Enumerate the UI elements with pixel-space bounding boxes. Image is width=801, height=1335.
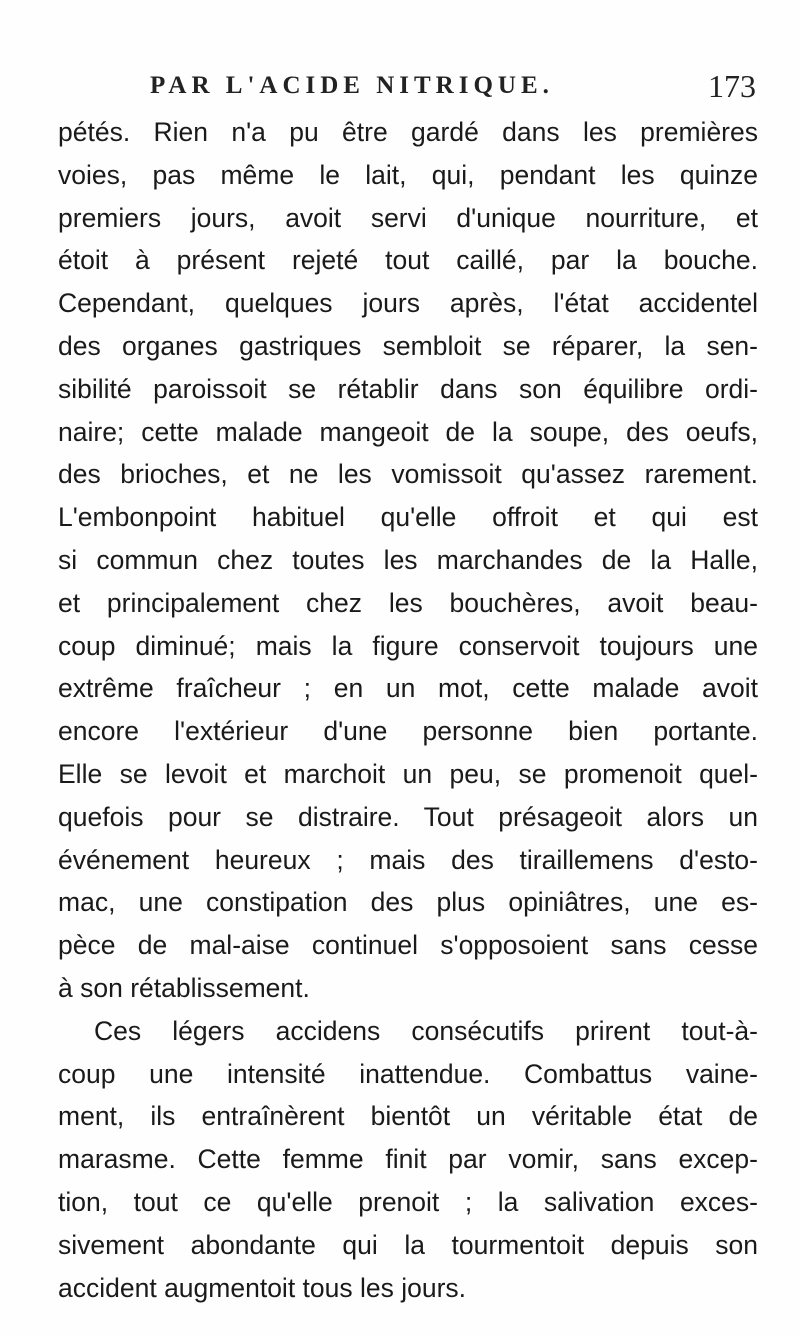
text-line: ment, ils entraînèrent bientôt un véritable état de [58,1101,758,1132]
text-line: si commun chez toutes les marchandes de la Halle, [58,544,758,575]
text-line: et principalement chez les bouchères, avoit beau- [58,587,758,618]
text-line: étoit à présent rejeté tout caillé, par la bouche. [58,245,758,276]
text-line: Ces légers accidens consécutifs prirent tout-à- [94,1015,758,1046]
text-line: naire; cette malade mangeoit de la soupe, des oeufs, [58,416,758,447]
text-line: quefois pour se distraire. Tout présageoit alors un [58,801,758,832]
text-line: à son rétablissement. [58,972,310,1003]
text-line: des brioches, et ne les vomissoit qu'assez rarement. [58,459,758,490]
text-line: L'embonpoint habituel qu'elle offroit et qui est [58,502,758,533]
text-line: coup diminué; mais la figure conservoit toujours une [58,630,758,661]
text-line: des organes gastriques sembloit se réparer, la sen- [58,330,758,361]
text-line: mac, une constipation des plus opiniâtres, une es- [58,887,758,918]
text-line: pétés. Rien n'a pu être gardé dans les premières [58,117,758,147]
text-line: pèce de mal-aise continuel s'opposoient sans cesse [58,930,758,961]
text-line: encore l'extérieur d'une personne bien portante. [58,716,758,747]
text-line: tion, tout ce qu'elle prenoit ; la salivation exces- [58,1186,758,1217]
text-line: accident augmentoit tous les jours. [58,1272,467,1303]
text-line: coup une intensité inattendue. Combattus vaine- [58,1058,758,1089]
text-line: voies, pas même le lait, qui, pendant les quinze [58,159,758,190]
text-line: événement heureux ; mais des tiraillemens d'esto- [58,844,758,875]
text-line: Cependant, quelques jours après, l'état accidentel [58,288,758,319]
running-head [0,68,801,108]
text-line: extrême fraîcheur ; en un mot, cette malade avoit [58,673,758,704]
text-line: Elle se levoit et marchoit un peu, se promenoit quel- [58,758,758,789]
running-title: PAR L'ACIDE NITRIQUE. [150,72,554,99]
text-line: sivement abondante qui la tourmentoit depuis son [58,1229,758,1260]
page-number: 173 [708,68,756,104]
body-text [58,111,758,1309]
text-line: marasme. Cette femme finit par vomir, sans excep- [58,1144,758,1175]
text-line: sibilité paroissoit se rétablir dans son équilibre ordi- [58,373,758,404]
text-line: premiers jours, avoit servi d'unique nourriture, et [58,202,758,233]
